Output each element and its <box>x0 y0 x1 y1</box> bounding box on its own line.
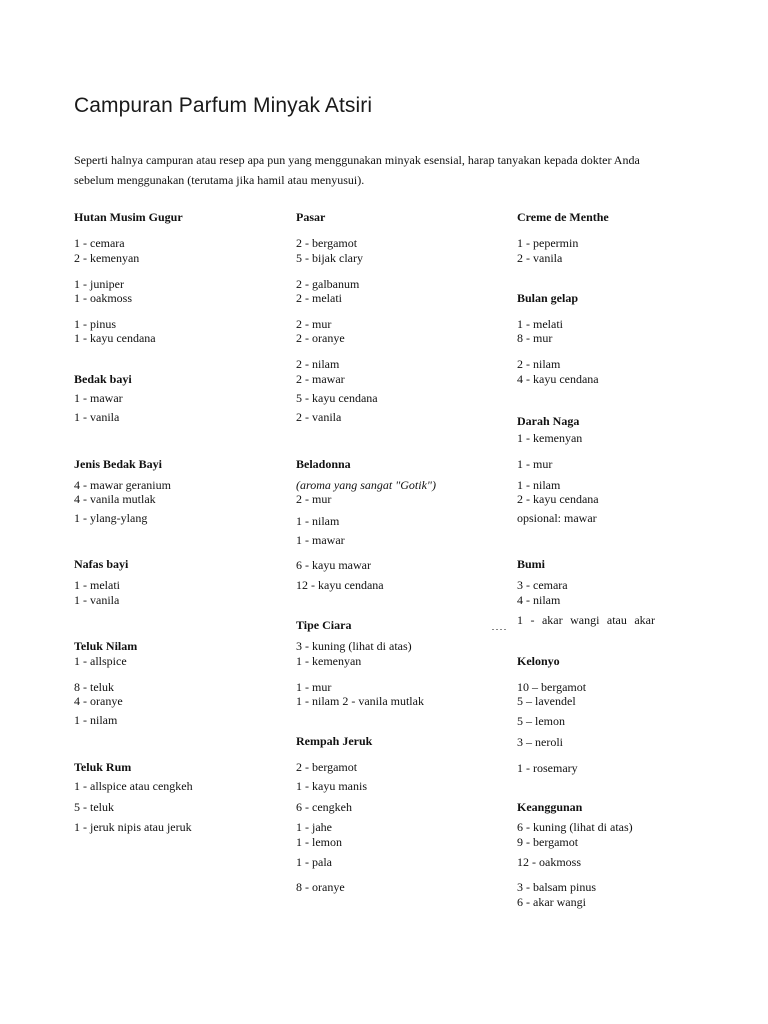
ingredient-line: 6 - cengkeh <box>296 800 352 814</box>
recipe-heading-bumi: Bumi <box>517 557 546 571</box>
ingredient-line: 3 - balsam pinus <box>517 880 596 894</box>
ingredient-line: 1 - kemenyan <box>296 654 362 668</box>
recipe-note: (aroma yang sangat "Gotik") <box>296 478 436 492</box>
ingredient-line: 1 - allspice <box>74 654 127 668</box>
ingredient-line: 1 - melati <box>517 317 563 331</box>
ingredient-line: 4 - vanila mutlak <box>74 492 156 506</box>
recipe-heading-pasar: Pasar <box>296 210 326 224</box>
ingredient-line: 2 - bergamot <box>296 760 358 774</box>
ingredient-line: 2 - melati <box>296 291 342 305</box>
ingredient-line: 9 - bergamot <box>517 835 579 849</box>
ingredient-line: 8 - oranye <box>296 880 345 894</box>
ingredient-line: 6 - kayu mawar <box>296 558 371 572</box>
ingredient-line: 2 - mawar <box>296 372 345 386</box>
ingredient-line: 1 - mawar <box>74 391 123 405</box>
ingredient-line: 2 - vanila <box>296 410 342 424</box>
recipe-heading-beladonna: Beladonna <box>296 457 351 471</box>
ingredient-line: 10 – bergamot <box>517 680 587 694</box>
ingredient-line: 4 - oranye <box>74 694 123 708</box>
ingredient-line: 1 - jeruk nipis atau jeruk <box>74 820 192 834</box>
ingredient-line: 2 - mur <box>296 492 332 506</box>
ingredient-line: 1 - pinus <box>74 317 116 331</box>
ingredient-line: 12 - kayu cendana <box>296 578 384 592</box>
ingredient-line: 1 - jahe <box>296 820 332 834</box>
scan-artifact <box>492 629 510 633</box>
recipe-heading-kelonyo: Kelonyo <box>517 654 560 668</box>
recipe-heading-teluk-nilam: Teluk Nilam <box>74 639 138 653</box>
ingredient-line: 1 - vanila <box>74 593 120 607</box>
ingredient-line: 3 - kuning (lihat di atas) <box>296 639 412 653</box>
ingredient-line: 1 - oakmoss <box>74 291 132 305</box>
ingredient-line: 8 - mur <box>517 331 553 345</box>
ingredient-line: 1 - kayu manis <box>296 779 367 793</box>
ingredient-line: 3 – neroli <box>517 735 563 749</box>
ingredient-line: 1 - nilam <box>296 514 340 528</box>
ingredient-line: 6 - kuning (lihat di atas) <box>517 820 633 834</box>
ingredient-line: 5 - teluk <box>74 800 114 814</box>
ingredient-line: 5 – lemon <box>517 714 565 728</box>
recipe-heading-creme-de-menthe: Creme de Menthe <box>517 210 609 224</box>
ingredient-line: 2 - galbanum <box>296 277 360 291</box>
ingredient-line: 1 - mur <box>517 457 553 471</box>
ingredient-line: 1 - nilam <box>74 713 118 727</box>
ingredient-line: 4 - nilam <box>517 593 561 607</box>
recipe-heading-rempah-jeruk: Rempah Jeruk <box>296 734 373 748</box>
ingredient-line: 6 - akar wangi <box>517 895 586 909</box>
ingredient-line: 1 - melati <box>74 578 120 592</box>
recipe-heading-tipe-ciara: Tipe Ciara <box>296 618 352 632</box>
intro-line-2: sebelum menggunakan (terutama jika hamil atau menyusui). <box>74 173 365 187</box>
ingredient-line: 2 - kemenyan <box>74 251 140 265</box>
ingredient-line: 1 - nilam <box>517 478 561 492</box>
ingredient-line: 1 - nilam 2 - vanila mutlak <box>296 694 424 708</box>
ingredient-line: 1 - vanila <box>74 410 120 424</box>
ingredient-line: 1 - akar wangi atau akar <box>517 613 655 627</box>
recipe-heading-keanggunan: Keanggunan <box>517 800 583 814</box>
ingredient-line: 2 - bergamot <box>296 236 358 250</box>
ingredient-line: 5 - bijak clary <box>296 251 363 265</box>
ingredient-line: 1 - kayu cendana <box>74 331 156 345</box>
ingredient-line: 1 - mur <box>296 680 332 694</box>
ingredient-line: 1 - pepermin <box>517 236 579 250</box>
ingredient-line: 12 - oakmoss <box>517 855 581 869</box>
ingredient-line: 5 - kayu cendana <box>296 391 378 405</box>
ingredient-line: 1 - lemon <box>296 835 342 849</box>
ingredient-line: 2 - kayu cendana <box>517 492 599 506</box>
page-title: Campuran Parfum Minyak Atsiri <box>74 94 373 117</box>
ingredient-line: 1 - pala <box>296 855 332 869</box>
ingredient-line: 1 - rosemary <box>517 761 578 775</box>
recipe-heading-bedak-bayi: Bedak bayi <box>74 372 132 386</box>
ingredient-line: 1 - ylang-ylang <box>74 511 148 525</box>
ingredient-line: 1 - kemenyan <box>517 431 583 445</box>
intro-line-1: Seperti halnya campuran atau resep apa pun yang menggunakan minyak esensial, harap tanyakan kepada dokter Anda <box>74 153 640 167</box>
ingredient-line: 2 - nilam <box>517 357 561 371</box>
ingredient-line: 3 - cemara <box>517 578 568 592</box>
ingredient-line: 1 - allspice atau cengkeh <box>74 779 193 793</box>
ingredient-line: 1 - cemara <box>74 236 125 250</box>
recipe-heading-darah-naga: Darah Naga <box>517 414 580 428</box>
ingredient-line: 8 - teluk <box>74 680 114 694</box>
ingredient-line: 1 - mawar <box>296 533 345 547</box>
recipe-heading-teluk-rum: Teluk Rum <box>74 760 132 774</box>
ingredient-line: 5 – lavendel <box>517 694 576 708</box>
recipe-heading-nafas-bayi: Nafas bayi <box>74 557 129 571</box>
ingredient-line: 2 - nilam <box>296 357 340 371</box>
ingredient-line: 4 - mawar geranium <box>74 478 171 492</box>
ingredient-line: 2 - vanila <box>517 251 563 265</box>
ingredient-line: 4 - kayu cendana <box>517 372 599 386</box>
recipe-heading-hutan-musim-gugur: Hutan Musim Gugur <box>74 210 183 224</box>
ingredient-line: 1 - juniper <box>74 277 124 291</box>
recipe-heading-bulan-gelap: Bulan gelap <box>517 291 579 305</box>
recipe-heading-jenis-bedak-bayi: Jenis Bedak Bayi <box>74 457 163 471</box>
ingredient-line: opsional: mawar <box>517 511 597 525</box>
ingredient-line: 2 - mur <box>296 317 332 331</box>
ingredient-line: 2 - oranye <box>296 331 345 345</box>
